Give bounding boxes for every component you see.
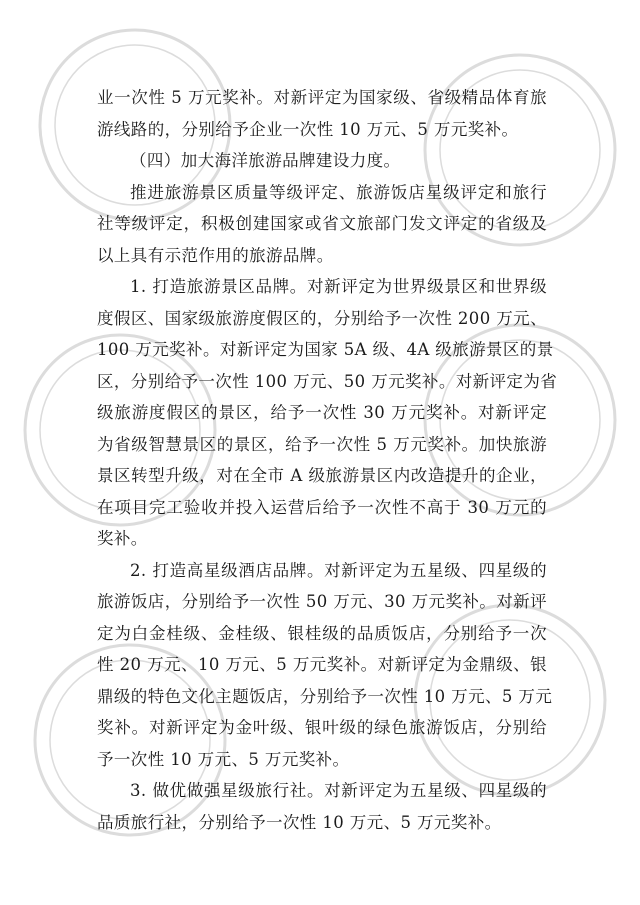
section-heading-text: （四）加大海洋旅游品牌建设力度。 [130,151,401,170]
item-travel-agency [97,775,547,838]
text-line: 以上具有示范作用的旅游品牌。 [97,245,334,265]
text-line: 级旅游度假区的景区，给予一次性 30 万元奖补。对新评定 [97,403,547,422]
text-line: 定为白金桂级、金桂级、银桂级的品质饭店，分别给予一次 [97,623,547,643]
document-body [97,82,558,838]
text-line: 品质旅行社，分别给予一次性 10 万元、5 万元奖补。 [97,812,502,832]
text-line: 旅游饭店，分别给予一次性 50 万元、30 万元奖补。对新评 [97,592,547,611]
text-line: 2. 打造高星级酒店品牌。对新评定为五星级、四星级的 [130,560,547,580]
item-scenic-brand [97,271,558,555]
text-line: 为省级智慧景区的景区，给予一次性 5 万元奖补。加快旅游 [97,434,547,454]
text-line: 推进旅游景区质量等级评定、旅游饭店星级评定和旅行 [130,182,547,202]
text-line: 1. 打造旅游景区品牌。对新评定为世界级景区和世界级 [130,277,547,296]
text-line: 性 20 万元、10 万元、5 万元奖补。对新评定为金鼎级、银 [97,655,547,674]
text-line: 予一次性 10 万元、5 万元奖补。 [97,749,350,769]
paragraph-continuation [97,82,547,145]
text-line: 奖补。 [97,529,148,548]
section-heading [97,145,547,177]
text-line: 社等级评定，积极创建国家或省文旅部门发文评定的省级及 [97,214,547,233]
text-line: 在项目完工验收并投入运营后给予一次性不高于 30 万元的 [97,497,547,517]
item-hotel-brand [97,555,553,776]
text-line: 奖补。对新评定为金叶级、银叶级的绿色旅游饭店，分别给 [97,718,547,737]
text-line: 游线路的，分别给予企业一次性 10 万元、5 万元奖补。 [97,119,519,139]
text-line: 度假区、国家级旅游度假区的，分别给予一次性 200 万元、 [97,308,547,328]
text-line: 业一次性 5 万元奖补。对新评定为国家级、省级精品体育旅 [97,88,547,107]
text-line: 3. 做优做强星级旅行社。对新评定为五星级、四星级的 [130,781,547,800]
text-line: 100 万元奖补。对新评定为国家 5A 级、4A 级旅游景区的景 [97,340,554,359]
paragraph-intro [97,177,547,272]
text-line: 区，分别给予一次性 100 万元、50 万元奖补。对新评定为省 [97,371,558,391]
text-line: 鼎级的特色文化主题饭店，分别给予一次性 10 万元、5 万元 [97,686,553,706]
text-line: 景区转型升级，对在全市 A 级旅游景区内改造提升的企业， [97,466,547,485]
